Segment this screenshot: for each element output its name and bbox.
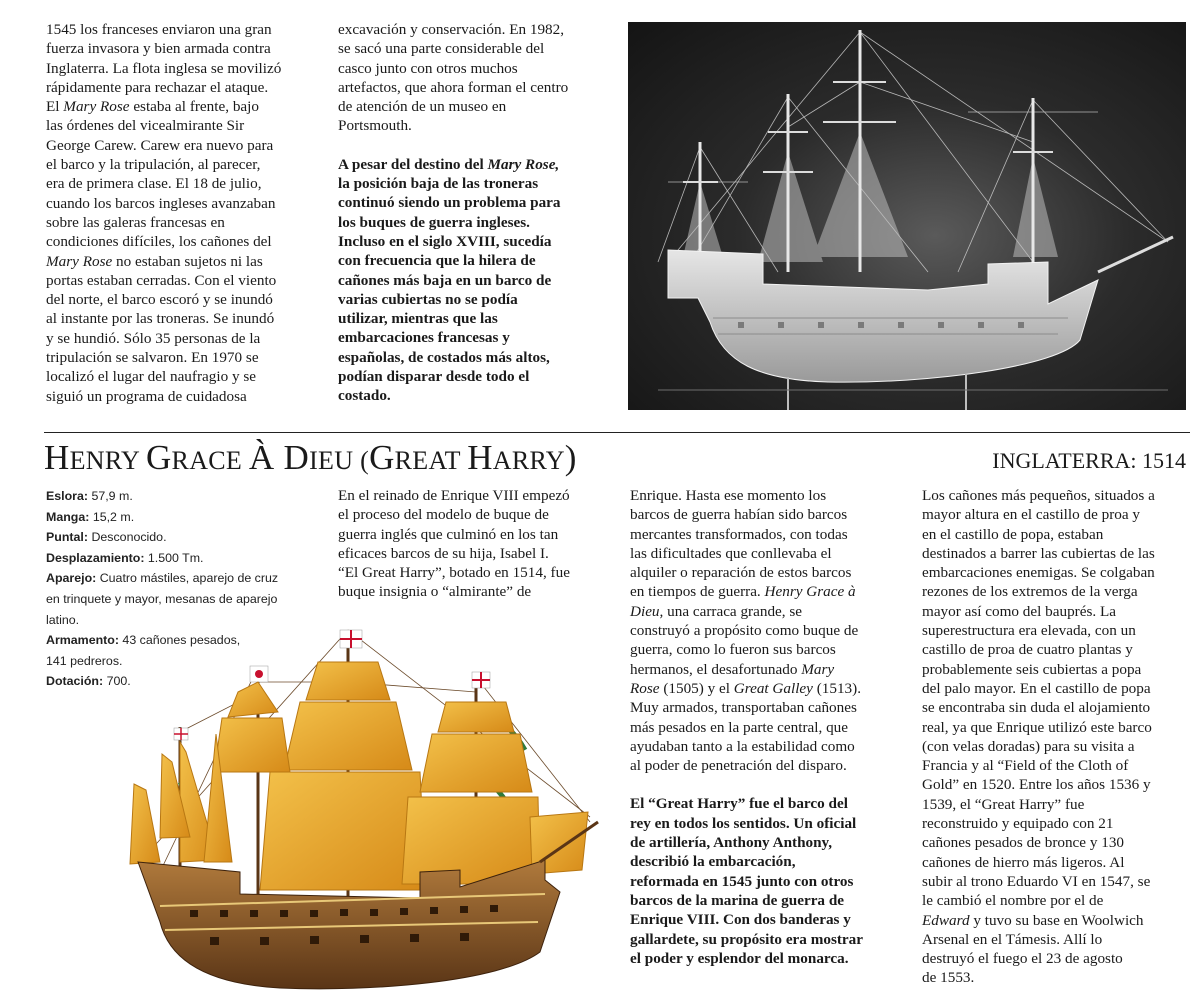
ship-model-photo	[628, 22, 1186, 410]
text-line: y se hundió. Sólo 35 personas de la	[46, 329, 261, 347]
text-line: barcos de guerra habían sido barcos	[630, 506, 848, 524]
spec-label: Dotación:	[46, 674, 104, 689]
section-rule	[44, 432, 1190, 433]
text-line: sobre las galeras francesas en	[46, 213, 225, 231]
text-line: reformada en 1545 junto con otros	[630, 872, 854, 890]
text-line: 1539, el “Great Harry” fue	[922, 795, 1085, 813]
spec-value: 1.500 Tm.	[144, 550, 204, 565]
text-line: de artillería, Anthony Anthony,	[630, 834, 833, 852]
text-line: varias cubiertas no se podía	[338, 290, 518, 308]
text-line: Los cañones más pequeños, situados a	[922, 487, 1155, 504]
text-line: guerra inglés que culminó en los tan	[338, 525, 559, 543]
text-line: reconstruido y equipado con 21	[922, 815, 1114, 833]
spec-value: 700.	[103, 674, 131, 689]
text-line: El “Great Harry” fue el barco del	[630, 795, 848, 813]
spec-label: Puntal:	[46, 530, 88, 545]
text-line: el barco y la tripulación, al parecer,	[46, 156, 261, 174]
text-line: George Carew. Carew era nuevo para	[46, 136, 274, 154]
spec-row	[46, 548, 316, 569]
spec-label: Desplazamiento:	[46, 550, 145, 565]
text-line: eficaces barcos de su hija, Isabel I.	[338, 544, 549, 562]
text-line: al instante por las troneras. Se inundó	[46, 310, 275, 328]
top-column-1	[46, 20, 326, 406]
text-line: más pesados en la parte central, que	[630, 718, 849, 736]
mary-rose-callout	[338, 155, 618, 406]
great-harry-callout	[630, 794, 912, 968]
text-line: excavación y conservación. En 1982,	[338, 21, 565, 38]
text-line: rápidamente para rechazar el ataque.	[46, 78, 269, 96]
text-line: Incluso en el siglo XVIII, sucedía	[338, 232, 552, 250]
text-line: condiciones difíciles, los cañones del	[46, 233, 272, 251]
text-line: En el reinado de Enrique VIII empezó	[338, 487, 570, 504]
text-line: Francia y al “Field of the Cloth of	[922, 757, 1129, 775]
text-line: se sacó una parte considerable del	[338, 40, 545, 58]
text-line: Enrique VIII. Con dos banderas y	[630, 911, 851, 929]
text-line: ayudaban tanto a la estabilidad como	[630, 737, 855, 755]
great-harry-illustration	[120, 622, 600, 994]
spec-label: Armamento:	[46, 633, 119, 648]
text-line: la posición baja de las troneras	[338, 175, 539, 193]
spec-row	[46, 507, 316, 528]
text-line: artefactos, que ahora forman el centro	[338, 78, 569, 96]
bottom-column-3-text	[630, 486, 912, 775]
text-line: real, ya que Enrique utilizó este barco	[922, 718, 1152, 736]
spec-value: 15,2 m.	[89, 509, 135, 524]
text-line: rezones de los extremos de la verga	[922, 583, 1138, 601]
text-line: portas estaban cerradas. Con el viento	[46, 271, 277, 289]
spec-value: Cuatro mástiles, aparejo de cruz	[96, 571, 279, 586]
text-line: Edward y tuvo su base en Woolwich	[922, 911, 1144, 929]
text-line: Inglaterra. La flota inglesa se movilizó	[46, 59, 282, 77]
text-line: siguió un programa de cuidadosa	[46, 387, 247, 405]
spec-row	[46, 589, 316, 610]
text-line: construyó a propósito como buque de	[630, 622, 859, 640]
text-line: describió la embarcación,	[630, 853, 796, 871]
text-line: del norte, el barco escoró y se inundó	[46, 291, 273, 309]
text-line: podían disparar desde todo el	[338, 368, 530, 386]
text-line: con frecuencia que la hilera de	[338, 252, 536, 270]
country-year: 1514	[1142, 448, 1186, 473]
spec-label: Manga:	[46, 509, 90, 524]
text-line: Arsenal en el Támesis. Allí lo	[922, 930, 1103, 948]
text-line: utilizar, mientras que las	[338, 310, 498, 328]
spec-label: Eslora:	[46, 489, 89, 503]
text-line: alquiler o reparación de estos barcos	[630, 564, 852, 582]
text-line: cañones pesados de bronce y 130	[922, 834, 1125, 852]
text-line: cañones más baja en un barco de	[338, 271, 552, 289]
text-line: hermanos, el desafortunado Mary	[630, 660, 835, 678]
text-line: cuando los barcos ingleses avanzaban	[46, 194, 276, 212]
spec-value: 141 pedreros.	[46, 653, 123, 668]
text-line: Dieu, una carraca grande, se	[630, 602, 803, 620]
text-line: continuó siendo un problema para	[338, 194, 561, 212]
bottom-column-3	[630, 486, 912, 968]
spec-value: 57,9 m.	[88, 489, 133, 503]
text-line: españolas, de costados más altos,	[338, 348, 550, 366]
bottom-column-4	[922, 486, 1200, 988]
text-line: de 1553.	[922, 969, 975, 987]
text-line: guerra, como lo fueron sus barcos	[630, 641, 836, 659]
text-line: de atención de un museo en	[338, 98, 507, 116]
text-line: las dificultades que conllevaba el	[630, 544, 832, 562]
great-harry-drawing	[120, 622, 600, 994]
spec-value: Desconocido.	[88, 530, 167, 545]
text-line: el poder y esplendor del monarca.	[630, 949, 849, 967]
spec-row	[46, 527, 316, 548]
text-line: destinados a barrer las cubiertas de las	[922, 544, 1155, 562]
top-column-2-text	[338, 20, 618, 136]
text-line: Mary Rose no estaban sujetos ni las	[46, 252, 263, 270]
text-line: gallardete, su propósito era mostrar	[630, 930, 863, 948]
text-line: barcos de la marina de guerra de	[630, 891, 845, 909]
spec-value: en trinquete y mayor, mesanas de aparejo	[46, 591, 278, 606]
text-line: destruyó el fuego el 23 de agosto	[922, 950, 1123, 968]
section-country	[992, 448, 1186, 474]
text-line: en tiempos de guerra. Henry Grace à	[630, 583, 856, 601]
text-line: mayor así como del bauprés. La	[922, 602, 1116, 620]
text-line: los buques de guerra ingleses.	[338, 213, 530, 231]
text-line: probablemente seis cubiertas a popa	[922, 660, 1142, 678]
text-line: (con velas doradas) para su visita a	[922, 737, 1135, 755]
text-line: castillo de proa de cuatro plantas y	[922, 641, 1133, 659]
text-line: embarcaciones francesas y	[338, 329, 510, 347]
text-line: mercantes transformados, con todas	[630, 525, 848, 543]
text-line: superestructura era elevada, con un	[922, 622, 1136, 640]
text-line: Rose (1505) y el Great Galley (1513).	[630, 679, 862, 697]
spec-value: latino.	[46, 612, 80, 627]
text-line: del palo mayor. En el castillo de popa	[922, 679, 1151, 697]
text-line: casco junto con otros muchos	[338, 59, 518, 77]
text-line: le cambió el nombre por el de	[922, 892, 1104, 910]
ship-model-drawing	[628, 22, 1186, 410]
text-line: A pesar del destino del Mary Rose,	[338, 155, 560, 173]
text-line: subir al trono Eduardo VI en 1547, se	[922, 872, 1151, 890]
text-line: mayor altura en el castillo de proa y	[922, 506, 1141, 524]
bottom-column-2	[338, 486, 618, 602]
text-line: El Mary Rose estaba al frente, bajo	[46, 98, 259, 116]
text-line: embarcaciones enemigas. Se colgaban	[922, 564, 1155, 582]
text-line: en el castillo de popa, estaban	[922, 525, 1104, 543]
text-line: Enrique. Hasta ese momento los	[630, 487, 827, 504]
section-title: HENRY GRACE À DIEU (GREAT HARRY)	[44, 438, 577, 477]
text-line: 1545 los franceses enviaron una gran	[46, 21, 272, 38]
spec-value: 43 cañones pesados,	[118, 633, 241, 648]
text-line: las órdenes del vicealmirante Sir	[46, 117, 245, 135]
text-line: buque insignia o “almirante” de	[338, 583, 532, 601]
spec-row	[46, 486, 316, 507]
text-line: Portsmouth.	[338, 117, 412, 135]
text-line: cañones de hierro más ligeros. Al	[922, 853, 1125, 871]
text-line: rey en todos los sentidos. Un oficial	[630, 814, 857, 832]
text-line: Gold” en 1520. Entre los años 1536 y	[922, 776, 1151, 794]
text-line: el proceso del modelo de buque de	[338, 506, 549, 524]
text-line: al poder de penetración del disparo.	[630, 757, 847, 775]
text-line: costado.	[338, 387, 391, 405]
text-line: localizó el lugar del naufragio y se	[46, 368, 257, 386]
text-line: fuerza invasora y bien armada contra	[46, 40, 271, 58]
text-line: Muy armados, transportaban cañones	[630, 699, 857, 717]
spec-row	[46, 568, 316, 589]
text-line: se encontraba sin duda el alojamiento	[922, 699, 1151, 717]
country-label: INGLATERRA:	[992, 448, 1137, 473]
text-line: era de primera clase. El 18 de julio,	[46, 175, 262, 193]
spec-label: Aparejo:	[46, 571, 97, 586]
top-column-2	[338, 20, 618, 406]
text-line: tripulación se salvaron. En 1970 se	[46, 349, 259, 367]
text-line: “El Great Harry”, botado en 1514, fue	[338, 564, 570, 582]
